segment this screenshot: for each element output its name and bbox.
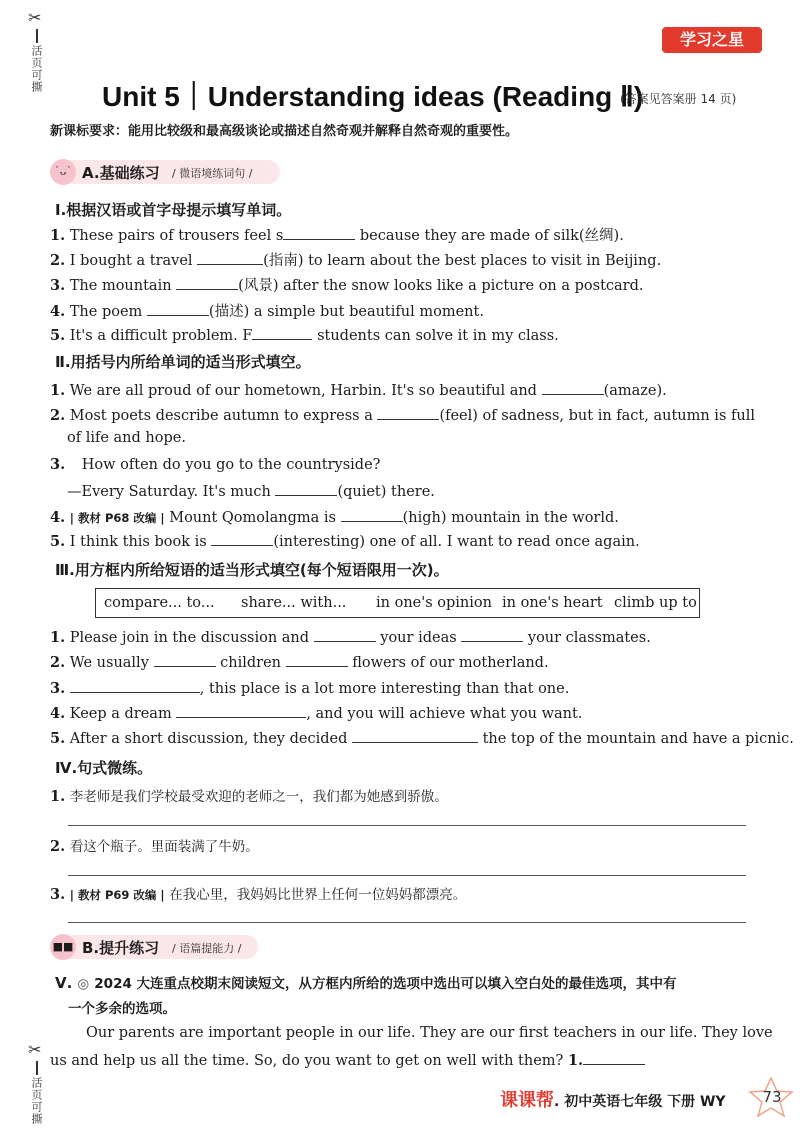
list-item <box>50 274 644 295</box>
textbook-tag: | 教材 P68 改编 | <box>69 511 165 525</box>
list-item <box>50 785 448 805</box>
divider <box>36 29 38 43</box>
answer-blank[interactable] <box>211 531 273 546</box>
part-1-heading: Ⅰ.根据汉语或首字母提示填写单词。 <box>55 201 292 219</box>
item-text: The mountain <box>69 278 172 294</box>
footer-brand-logo: 课课帮 <box>500 1090 554 1111</box>
list-item-continued: of life and hope. <box>67 430 186 446</box>
item-number: 2. <box>50 407 66 424</box>
item-text: —Every Saturday. It's much <box>67 484 271 500</box>
brand-badge: 学习之星 <box>662 27 762 53</box>
tear-off-label: 活页可撕 <box>30 1077 43 1125</box>
section-a-subtitle: / 微语境练词句 / <box>172 167 253 180</box>
item-number: 3. <box>50 680 66 697</box>
list-item <box>50 678 569 697</box>
item-text: After a short discussion, they decided <box>69 731 348 747</box>
list-item <box>50 224 624 245</box>
tear-off-label: 活页可撕 <box>30 45 43 93</box>
item-text: I think this book is <box>69 534 207 550</box>
item-text: How often do you go to the countryside? <box>81 457 381 473</box>
part-5-number: Ⅴ. <box>55 974 73 992</box>
list-item <box>50 703 582 722</box>
item-text: flowers of our motherland. <box>352 655 549 671</box>
item-text: We are all proud of our hometown, Harbin. It's so beautiful and <box>69 383 537 399</box>
item-text: 李老师是我们学校最受欢迎的老师之一，我们都为她感到骄傲。 <box>69 789 448 805</box>
answer-blank[interactable] <box>283 225 355 240</box>
answer-blank[interactable] <box>341 507 403 522</box>
item-number: 2. <box>50 654 66 671</box>
item-text: children <box>220 655 281 671</box>
answer-blank[interactable] <box>542 380 604 395</box>
item-text: , and you will achieve what you want. <box>306 706 583 722</box>
passage-text: us and help us all the time. So, do you want to get on well with them? <box>50 1053 564 1069</box>
answer-note: (答案见答案册 14 页) <box>620 92 737 106</box>
answer-line[interactable] <box>68 922 746 923</box>
item-number: 1. <box>567 1052 584 1069</box>
textbook-tag: | 教材 P69 改编 | <box>69 888 165 902</box>
answer-blank[interactable] <box>275 481 337 496</box>
answer-blank[interactable] <box>147 301 209 316</box>
answer-line[interactable] <box>68 825 746 826</box>
page-title: Unit 5｜Understanding ideas (Reading Ⅱ) <box>102 81 644 112</box>
scissors-icon: ✂ <box>28 8 42 27</box>
list-item <box>50 728 794 747</box>
item-text: your ideas <box>380 630 457 646</box>
location-icon: ◎ <box>77 976 90 992</box>
list-item <box>50 456 380 473</box>
phrase-option: compare... to... <box>104 595 215 611</box>
item-number: 4. <box>50 303 66 320</box>
list-item <box>50 883 466 903</box>
item-text: , this place is a lot more interesting than that one. <box>199 681 570 697</box>
item-text: 在我心里，我妈妈比世界上任何一位妈妈都漂亮。 <box>169 887 467 903</box>
item-number: 1. <box>50 629 66 646</box>
tear-off-tab-top <box>28 8 46 93</box>
item-number: 1. <box>50 227 66 244</box>
curriculum-standard: 新课标要求：能用比较级和最高级谈论或描述自然奇观并解释自然奇观的重要性。 <box>50 124 519 139</box>
section-b-title: B.提升练习 <box>82 939 160 957</box>
list-item <box>50 835 259 855</box>
answer-blank[interactable] <box>252 325 312 340</box>
item-text: (amaze). <box>603 383 667 399</box>
item-text: Keep a dream <box>69 706 172 722</box>
face-icon: ˙ᴗ˙ <box>50 159 76 185</box>
list-item <box>50 300 484 321</box>
item-text: students can solve it in my class. <box>317 328 559 344</box>
item-text: (feel) of sadness, but in fact, autumn is full <box>439 408 755 424</box>
item-text: (high) mountain in the world. <box>402 510 619 526</box>
item-text: We usually <box>69 655 149 671</box>
item-number: 5. <box>50 533 66 550</box>
answer-blank[interactable] <box>154 652 216 667</box>
answer-blank[interactable] <box>314 627 376 642</box>
item-number: 4. <box>50 509 66 526</box>
answer-blank[interactable] <box>286 652 348 667</box>
phrase-option: climb up to <box>614 595 697 611</box>
item-text: (quiet) there. <box>337 484 435 500</box>
part-5-instruction: 2024 大连重点校期末阅读短文，从方框内所给的选项中选出可以填入空白处的最佳选项，其中有 <box>94 976 677 992</box>
section-a-title: A.基础练习 <box>82 164 160 182</box>
item-number: 2. <box>50 252 66 269</box>
passage-line: Our parents are important people in our life. They are our first teachers in our life. They love <box>86 1025 773 1041</box>
part-3-heading: Ⅲ.用方框内所给短语的适当形式填空(每个短语限用一次)。 <box>55 561 449 579</box>
answer-blank[interactable] <box>176 275 238 290</box>
answer-blank[interactable] <box>583 1050 645 1065</box>
item-text: The poem <box>69 304 143 320</box>
item-number: 1. <box>50 382 66 399</box>
item-text: because they are made of silk(丝绸). <box>359 228 624 244</box>
section-b-subtitle: / 语篇提能力 / <box>172 942 242 955</box>
item-number: 3. <box>50 456 66 473</box>
item-text: Most poets describe autumn to express a <box>69 408 373 424</box>
part-4-heading: Ⅳ.句式微练。 <box>55 759 153 777</box>
answer-blank[interactable] <box>352 728 478 743</box>
item-number: 3. <box>50 277 66 294</box>
answer-blank[interactable] <box>70 678 200 693</box>
item-text: It's a difficult problem. F <box>69 328 253 344</box>
answer-blank[interactable] <box>461 627 523 642</box>
phrase-box <box>95 588 700 618</box>
answer-blank[interactable] <box>176 703 306 718</box>
answer-line[interactable] <box>68 875 746 876</box>
item-number: 5. <box>50 730 66 747</box>
phrase-option: in one's heart <box>502 595 603 611</box>
item-text: Mount Qomolangma is <box>169 510 336 526</box>
item-text: These pairs of trousers feel s <box>69 228 284 244</box>
item-text: (interesting) one of all. I want to read once again. <box>273 534 640 550</box>
item-number: 4. <box>50 705 66 722</box>
tear-off-tab-bottom <box>28 1040 46 1125</box>
item-number: 1. <box>50 788 66 805</box>
list-item <box>50 325 559 344</box>
item-text: Please join in the discussion and <box>69 630 310 646</box>
scissors-icon: ✂ <box>28 1040 42 1059</box>
item-text: the top of the mountain and have a picnic. <box>482 731 794 747</box>
answer-blank[interactable] <box>377 405 439 420</box>
item-text: (风景) after the snow looks like a picture on a postcard. <box>238 278 644 294</box>
item-text: 看这个瓶子。里面装满了牛奶。 <box>69 839 259 855</box>
phrase-option: share... with... <box>241 595 347 611</box>
list-item <box>50 531 640 550</box>
list-item <box>50 380 667 399</box>
footer-book-title: . 初中英语七年级 下册 WY <box>554 1094 726 1110</box>
item-number: 3. <box>50 886 66 903</box>
passage-line <box>50 1050 645 1069</box>
answer-blank[interactable] <box>197 250 263 265</box>
part-5-heading <box>55 972 677 992</box>
list-item <box>50 405 755 424</box>
page-number: 73 <box>762 1088 782 1106</box>
item-text: your classmates. <box>527 630 651 646</box>
item-number: 2. <box>50 838 66 855</box>
list-item <box>50 652 549 671</box>
list-item-continued <box>67 481 435 500</box>
item-text: I bought a travel <box>69 253 193 269</box>
list-item <box>50 507 619 526</box>
part-5-instruction-cont: 一个多余的选项。 <box>68 1001 176 1017</box>
item-number: 5. <box>50 327 66 344</box>
list-item <box>50 627 651 646</box>
phrase-option: in one's opinion <box>376 595 492 611</box>
sunglasses-face-icon: ■■ <box>50 934 76 960</box>
divider <box>36 1061 38 1075</box>
footer-brand <box>500 1086 726 1112</box>
item-text: (指南) to learn about the best places to visit in Beijing. <box>263 253 662 269</box>
item-text: (描述) a simple but beautiful moment. <box>208 304 484 320</box>
list-item <box>50 249 661 270</box>
part-2-heading: Ⅱ.用括号内所给单词的适当形式填空。 <box>55 353 311 371</box>
